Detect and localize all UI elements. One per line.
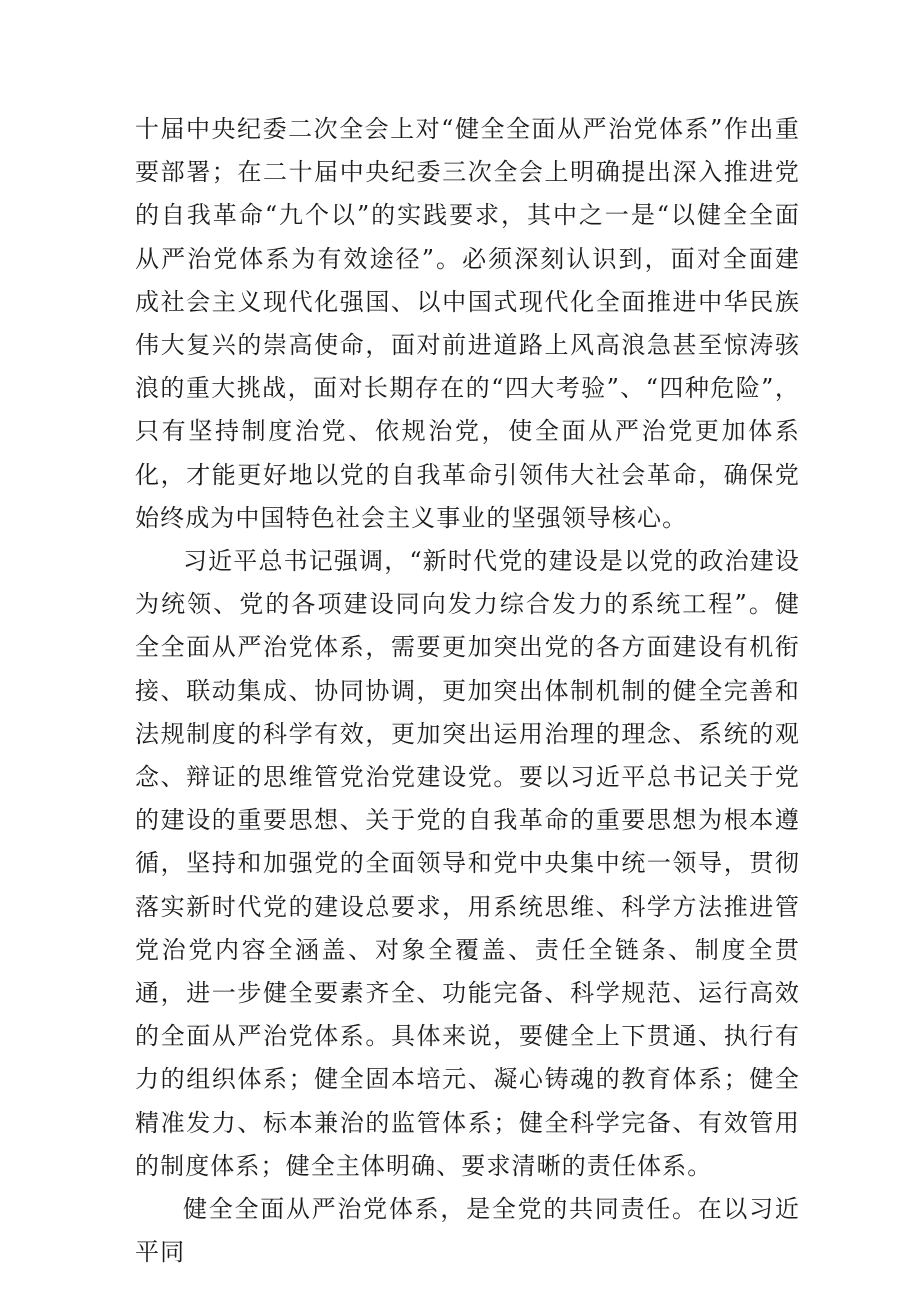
paragraph-3: 健全全面从严治党体系，是全党的共同责任。在以习近平同	[135, 1195, 800, 1267]
paragraph-2: 习近平总书记强调，“新时代党的建设是以党的政治建设为统领、党的各项建设同向发力综合发力的系统工程”。健全全面从严治党体系，需要更加突出党的各方面建设有机衔接、联动集成、协同协调，更加突出体制机制的健全完善和法规制度的科学有效，更加突出运用治理的理念、系统的观念、辩证的思维管党治党建设党。要以习近平总书记关于党的建设的重要思想、关于党的自我革命的重要思想为根本遵循，坚持和加强党的全面领导和党中央集中统一领导，贯彻落实新时代党的建设总要求，用系统思维、科学方法推进管党治党内容全涵盖、对象全覆盖、责任全链条、制度全贯通，进一步健全要素齐全、功能完备、科学规范、运行高效的全面从严治党体系。具体来说，要健全上下贯通、执行有力的组织体系；健全固本培元、凝心铸魂的教育体系；健全精准发力、标本兼治的监管体系；健全科学完备、有效管用的制度体系；健全主体明确、要求清晰的责任体系。	[135, 547, 800, 1180]
document-body	[135, 108, 800, 1274]
paragraph-1: 十届中央纪委二次全会上对“健全全面从严治党体系”作出重要部署；在二十届中央纪委三次全会上明确提出深入推进党的自我革命“九个以”的实践要求，其中之一是“以健全全面从严治党体系为有效途径”。必须深刻认识到，面对全面建成社会主义现代化强国、以中国式现代化全面推进中华民族伟大复兴的崇高使命，面对前进道路上风高浪急甚至惊涛骇浪的重大挑战，面对长期存在的“四大考验”、“四种危险”，只有坚持制度治党、依规治党，使全面从严治党更加体系化，才能更好地以党的自我革命引领伟大社会革命，确保党始终成为中国特色社会主义事业的坚强领导核心。	[135, 115, 800, 532]
